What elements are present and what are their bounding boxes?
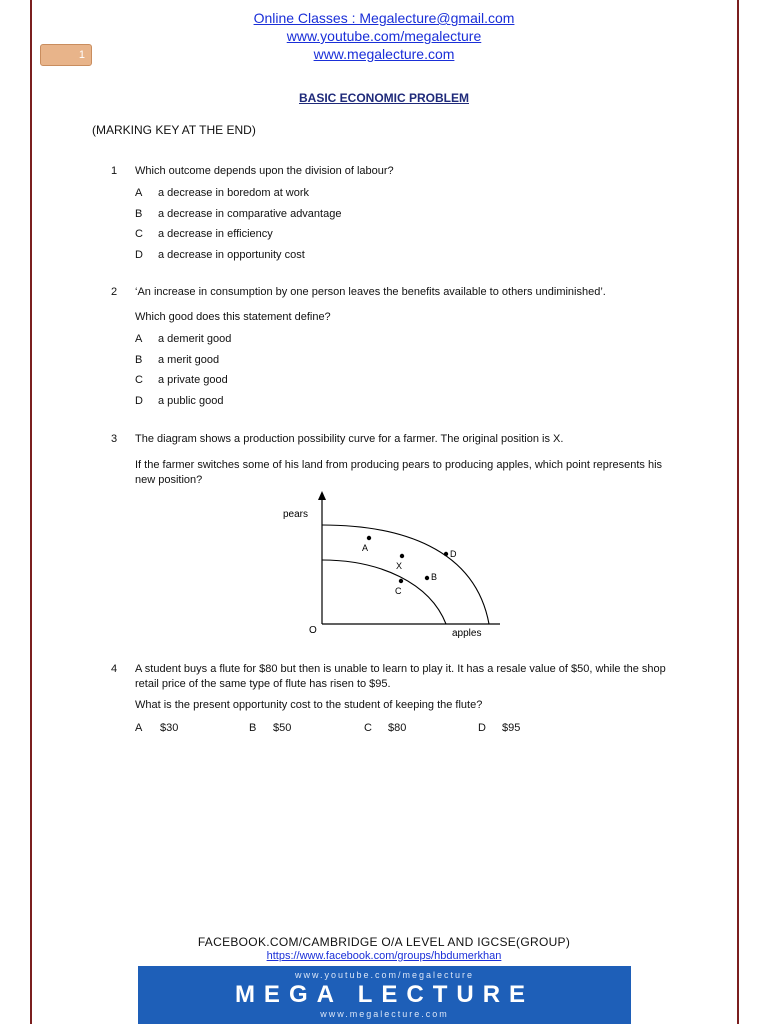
question-number: 1: [111, 165, 118, 177]
option-letter: A: [135, 333, 143, 345]
outer-ppc-curve: [322, 525, 489, 624]
point-x-marker: [400, 554, 404, 558]
question-subtext: If the farmer switches some of his land from producing pears to producing apples, which point represents his new position?: [135, 459, 663, 486]
option-letter: C: [135, 228, 143, 240]
question-text: A student buys a flute for $80 but then is unable to learn to play it. It has a resale value of $50, while the shop retail price of the same type of flute has risen to $95.: [135, 663, 666, 690]
question-subtext: Which good does this statement define?: [135, 311, 331, 323]
point-b-marker: [425, 576, 429, 580]
banner-brand: MEGA LECTURE: [234, 981, 535, 1008]
header-email-link[interactable]: Online Classes : Megalecture@gmail.com: [253, 10, 515, 26]
option-text: $95: [502, 722, 521, 734]
option-letter: C: [364, 722, 372, 734]
point-c-label: C: [395, 586, 402, 596]
option-text: a merit good: [158, 354, 220, 366]
option-letter: A: [135, 187, 143, 199]
x-axis-label: apples: [452, 628, 482, 639]
option-letter: D: [478, 722, 486, 734]
option-text: a public good: [158, 395, 224, 407]
option-text: $50: [273, 722, 292, 734]
point-a-marker: [367, 536, 371, 540]
option-text: a decrease in opportunity cost: [158, 249, 305, 261]
origin-label: O: [309, 625, 317, 636]
option-text: a decrease in boredom at work: [158, 187, 310, 199]
page-number: 1: [78, 49, 85, 61]
question-text: The diagram shows a production possibility curve for a farmer. The original position is X.: [135, 433, 564, 445]
banner-website-text: www.megalecture.com: [320, 1009, 449, 1019]
ppc-diagram: [270, 488, 510, 643]
y-axis-label: pears: [283, 509, 309, 520]
point-a-label: A: [362, 543, 369, 553]
option-text: a decrease in comparative advantage: [158, 208, 342, 220]
option-text: $30: [160, 722, 179, 734]
footer-facebook-link[interactable]: https://www.facebook.com/groups/hbdumerkhan: [266, 950, 502, 962]
page-border-left: [30, 0, 32, 1024]
question-number: 4: [111, 663, 118, 675]
option-letter: A: [135, 722, 143, 734]
option-text: a private good: [158, 374, 228, 386]
page-border-right: [737, 0, 739, 1024]
header: [0, 9, 768, 63]
option-letter: C: [135, 374, 143, 386]
inner-ppc-curve: [322, 560, 446, 624]
option-letter: B: [135, 208, 143, 220]
question-subtext: What is the present opportunity cost to the student of keeping the flute?: [135, 699, 483, 711]
point-x-label: X: [396, 561, 403, 571]
header-website-link[interactable]: www.megalecture.com: [313, 46, 455, 62]
option-text: a decrease in efficiency: [158, 228, 273, 240]
option-letter: D: [135, 395, 143, 407]
option-text: $80: [388, 722, 407, 734]
mega-lecture-banner: [138, 966, 631, 1024]
y-axis-arrow-icon: [318, 491, 326, 500]
banner-youtube-text: www.youtube.com/megalecture: [294, 970, 475, 980]
point-d-label: D: [450, 549, 457, 559]
question-number: 2: [111, 286, 118, 298]
point-d-marker: [444, 552, 448, 556]
point-c-marker: [399, 579, 403, 583]
question-text: ‘An increase in consumption by one person leaves the benefits available to others undiminished’.: [135, 286, 606, 298]
option-letter: B: [249, 722, 257, 734]
option-text: a demerit good: [158, 333, 232, 345]
footer-facebook-text: FACEBOOK.COM/CAMBRIDGE O/A LEVEL AND IGCSE(GROUP): [197, 935, 571, 949]
header-youtube-link[interactable]: www.youtube.com/megalecture: [286, 28, 482, 44]
marking-key-note: (MARKING KEY AT THE END): [92, 123, 256, 137]
option-letter: B: [135, 354, 143, 366]
point-b-label: B: [431, 572, 438, 582]
document-title: BASIC ECONOMIC PROBLEM: [298, 91, 469, 105]
question-number: 3: [111, 433, 118, 445]
question-text: Which outcome depends upon the division of labour?: [135, 165, 394, 177]
option-letter: D: [135, 249, 143, 261]
